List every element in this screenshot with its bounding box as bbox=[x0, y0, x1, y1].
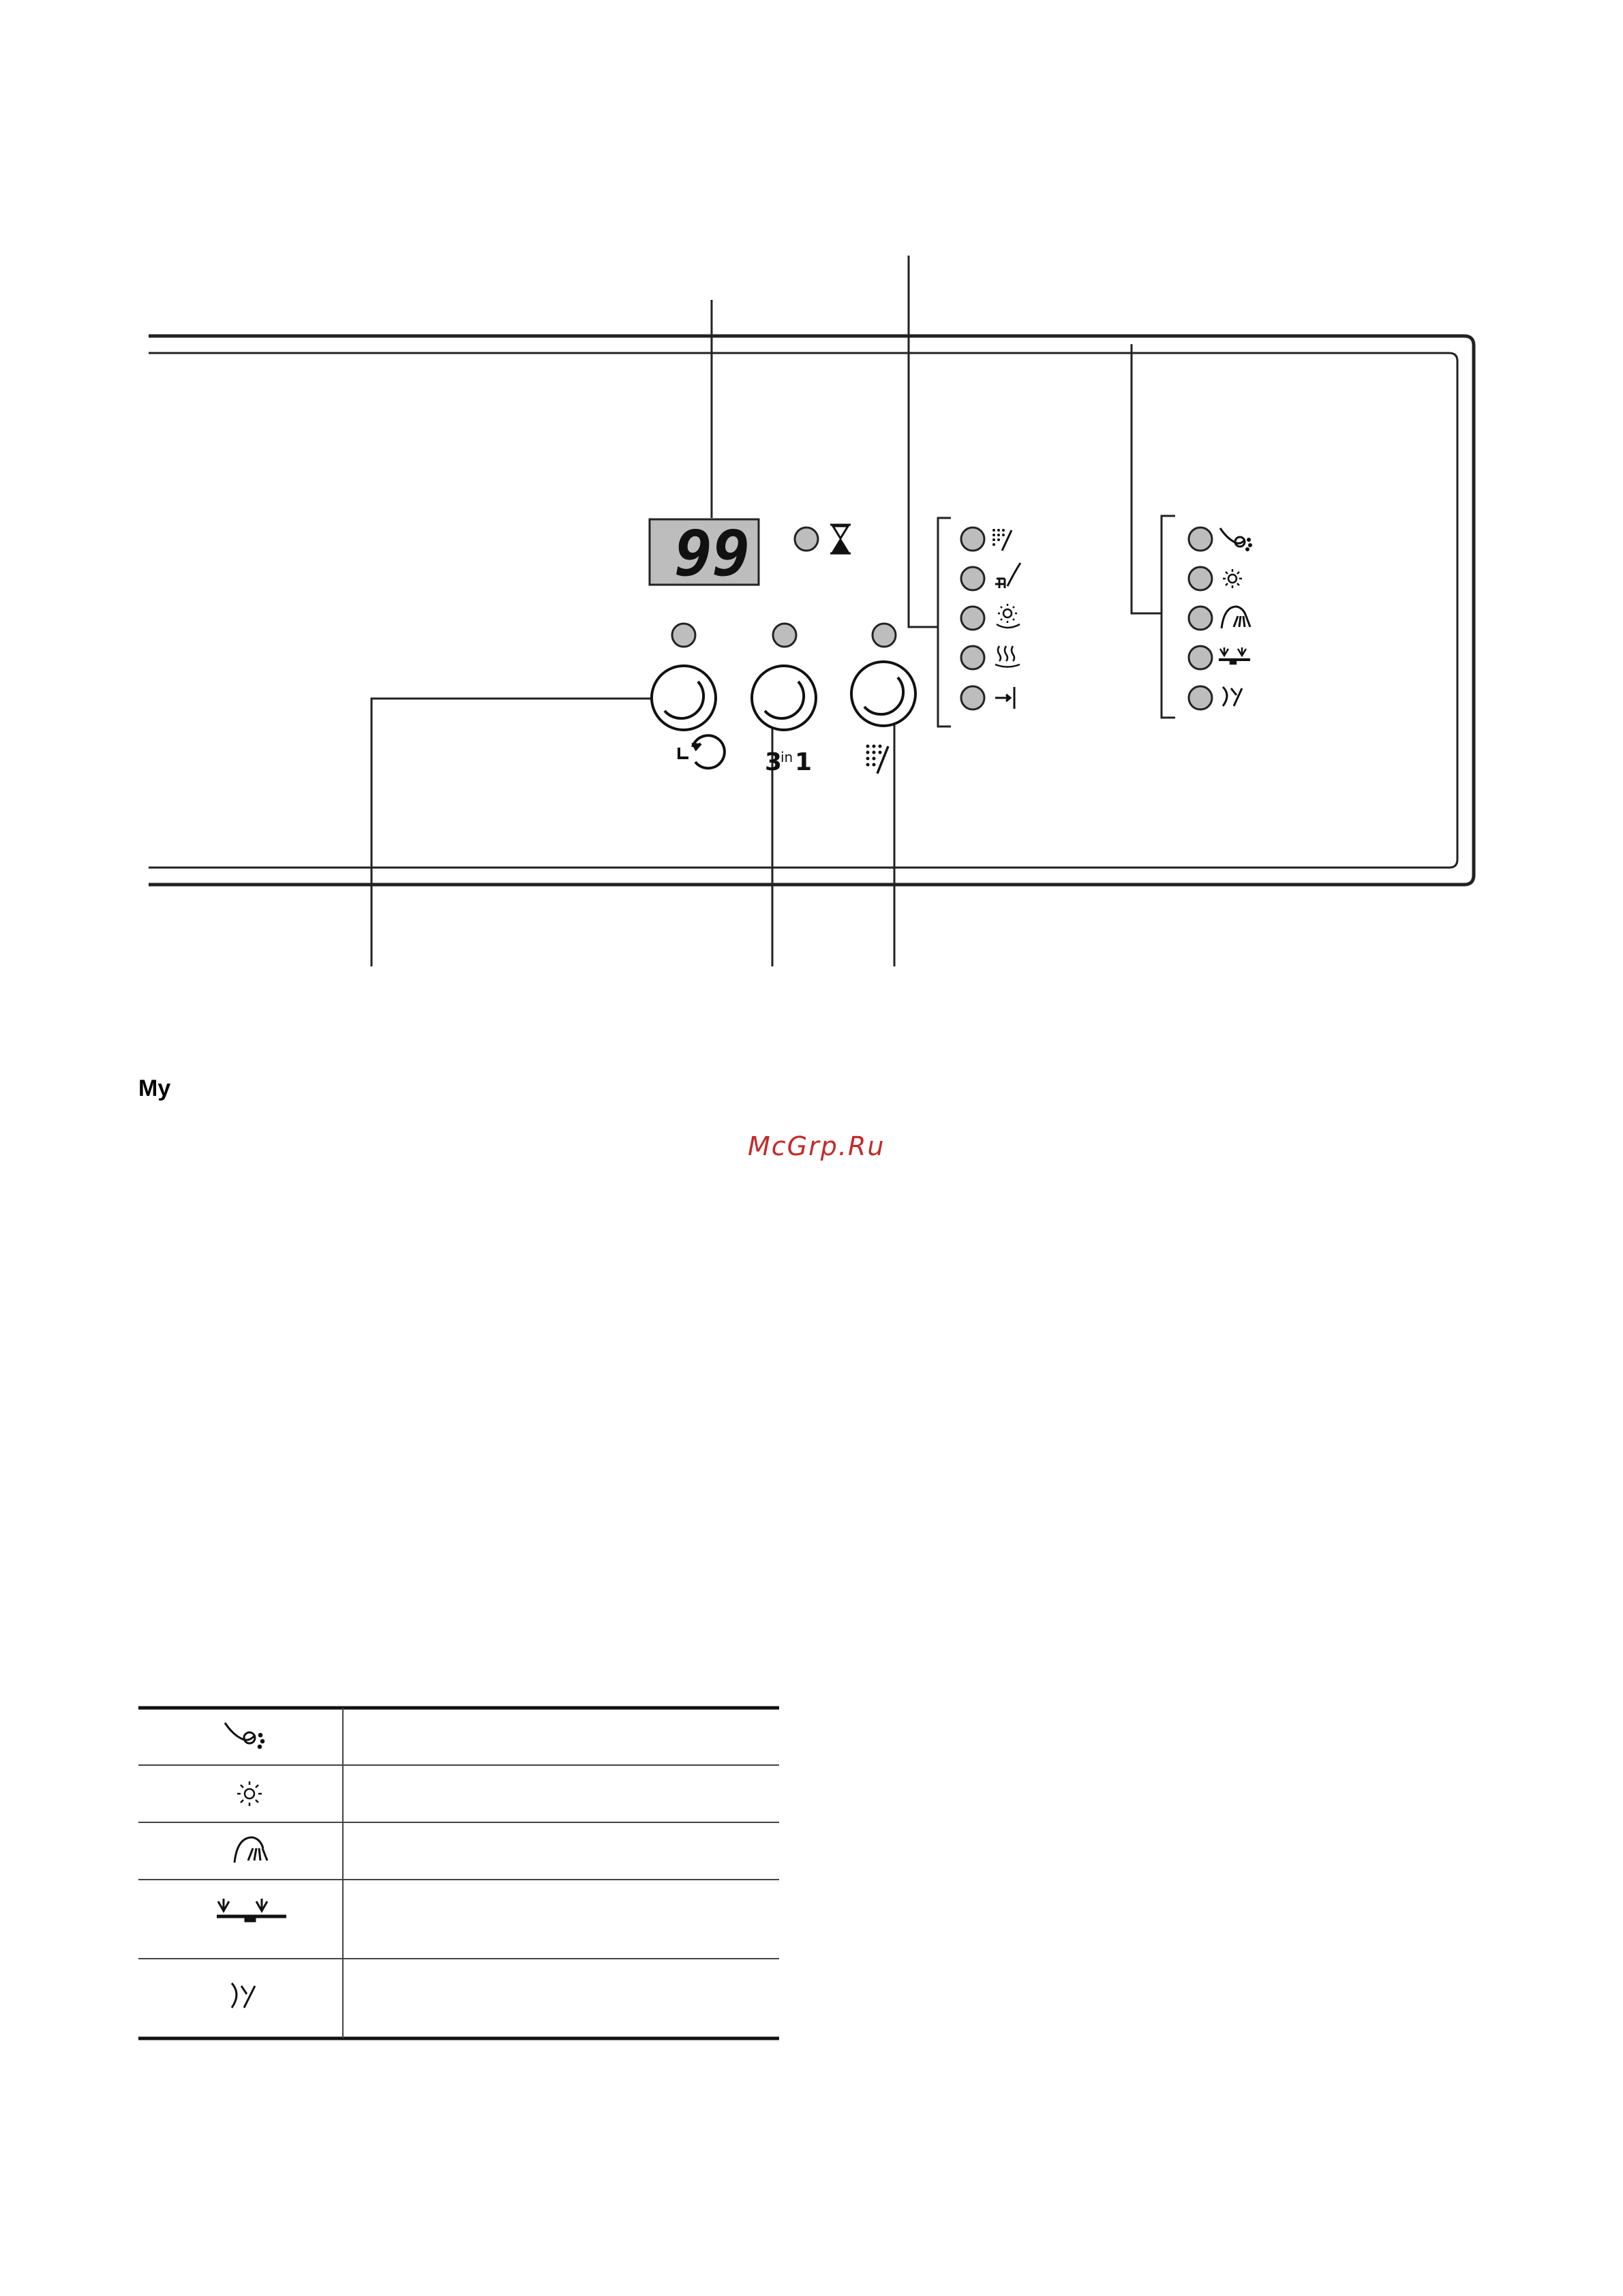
salt-icon bbox=[1220, 528, 1252, 551]
dishwasher-door-indicator bbox=[1189, 686, 1242, 709]
filter-icon bbox=[217, 1899, 286, 1921]
drying-indicator bbox=[961, 646, 1020, 669]
table-row bbox=[232, 1983, 255, 2008]
table-row bbox=[234, 1837, 267, 1863]
water-supply-icon bbox=[234, 1837, 267, 1863]
3in1-symbol-in: in bbox=[780, 749, 793, 765]
prewash-indicator bbox=[961, 527, 1012, 551]
rinse-indicator bbox=[961, 604, 1020, 630]
display-digits: 99 bbox=[674, 517, 750, 590]
panel-frame bbox=[149, 336, 1474, 885]
3in1-symbol-3: 3 bbox=[765, 748, 783, 776]
rinse-aid-icon bbox=[866, 745, 889, 774]
end-icon bbox=[995, 687, 1014, 709]
program-indicator-bracket bbox=[938, 518, 951, 726]
dishwasher-door-icon bbox=[1223, 687, 1242, 706]
water-supply-indicator bbox=[1189, 607, 1250, 630]
warning-indicator-bracket bbox=[1162, 516, 1175, 718]
salt-indicator bbox=[1189, 527, 1252, 551]
delay-start-led bbox=[672, 624, 695, 647]
watermark: McGrp.Ru bbox=[748, 1131, 885, 1161]
salt-icon bbox=[225, 1723, 264, 1748]
warning-indicator-leader-line bbox=[1132, 344, 1162, 613]
3in1-led bbox=[773, 624, 796, 647]
table-row bbox=[237, 1781, 262, 1806]
rinse-aid-warning-icon bbox=[237, 1781, 262, 1806]
filter-indicator bbox=[1189, 646, 1250, 669]
3in1-symbol-1: 1 bbox=[795, 748, 813, 776]
delay-start-button[interactable] bbox=[652, 666, 716, 730]
delay-button-leader-line bbox=[371, 699, 654, 966]
rinse-aid-warning-icon bbox=[1223, 569, 1242, 588]
remaining-time-led-group bbox=[795, 525, 851, 553]
filter-icon bbox=[1219, 647, 1250, 664]
rinse-icon bbox=[997, 604, 1020, 628]
rinse-led bbox=[873, 624, 896, 647]
main-wash-indicator bbox=[961, 563, 1020, 590]
3in1-button[interactable] bbox=[752, 666, 816, 730]
section-heading: My bbox=[138, 1075, 171, 1101]
rinse-aid-button[interactable] bbox=[851, 662, 915, 726]
digital-display bbox=[650, 517, 759, 590]
delay-timer-icon bbox=[679, 735, 725, 768]
water-supply-icon bbox=[1222, 607, 1250, 628]
drying-icon bbox=[995, 646, 1020, 667]
table-row bbox=[225, 1723, 264, 1748]
hourglass-icon bbox=[830, 525, 851, 553]
prewash-icon bbox=[992, 529, 1012, 551]
table-row bbox=[217, 1899, 286, 1921]
main-wash-icon bbox=[995, 563, 1020, 588]
symbol-table bbox=[138, 1708, 779, 2038]
rinse-aid-warning-indicator bbox=[1189, 567, 1242, 590]
3in1-symbol bbox=[765, 748, 812, 776]
program-indicator-leader-line bbox=[909, 256, 938, 627]
button-leds bbox=[672, 624, 896, 647]
warning-indicators bbox=[1189, 527, 1252, 709]
end-indicator bbox=[961, 686, 1014, 709]
dishwasher-door-icon bbox=[232, 1983, 255, 2008]
program-progress-indicators bbox=[961, 527, 1020, 709]
remaining-time-led bbox=[795, 527, 818, 551]
leader-lines bbox=[371, 256, 1162, 966]
